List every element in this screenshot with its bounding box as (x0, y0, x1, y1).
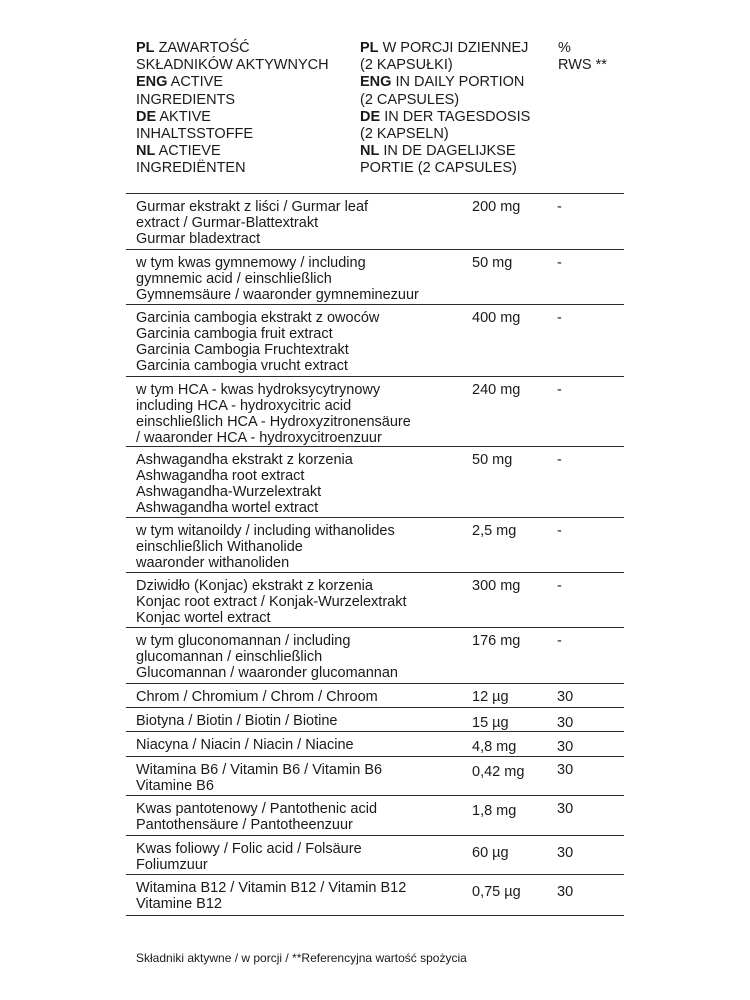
amount-per-portion: 300 mg (472, 578, 521, 594)
rws-percent: 30 (557, 715, 574, 731)
ingredient-name-line: including HCA - hydroxycitric acid (136, 398, 352, 414)
header-line (360, 74, 555, 91)
table-header (136, 40, 626, 190)
language-code: NL (136, 143, 156, 160)
header-line (136, 92, 361, 109)
amount-per-portion: 240 mg (472, 382, 521, 398)
header-text: ZAWARTOŚĆ (158, 40, 250, 56)
amount-per-portion: 15 µg (472, 715, 509, 731)
header-text: (2 CAPSULES) (360, 91, 460, 108)
header-text: INGREDIENTS (136, 91, 236, 108)
ingredient-name (136, 199, 461, 247)
table-row (126, 756, 624, 795)
ingredient-name-line: Vitamine B6 (136, 778, 214, 794)
header-line (360, 40, 555, 57)
header-text: (2 KAPSUŁKI) (360, 57, 453, 74)
rws-percent: 30 (557, 801, 574, 817)
ingredient-name (136, 713, 461, 729)
header-text: SKŁADNIKÓW AKTYWNYCH (136, 57, 329, 74)
header-text: PORTIE (2 CAPSULES) (360, 160, 517, 177)
language-code: PL (136, 40, 155, 56)
ingredient-name-line: Ashwagandha ekstrakt z korzenia (136, 452, 353, 468)
ingredient-name-line: einschließlich Withanolide (136, 539, 303, 555)
ingredient-name-line: Gurmar bladextract (136, 231, 261, 247)
table-row (126, 683, 624, 707)
table-row (126, 193, 624, 249)
ingredient-name-line: Garcinia Cambogia Fruchtextrakt (136, 342, 349, 358)
ingredient-name (136, 452, 461, 516)
ingredient-name-line: w tym kwas gymnemowy / including (136, 255, 366, 271)
header-text: RWS ** (558, 57, 607, 74)
header-text: % (558, 40, 571, 56)
table-row (126, 376, 624, 446)
ingredient-name (136, 689, 461, 705)
header-text: W PORCJI DZIENNEJ (382, 40, 529, 56)
ingredient-name-line: Biotyna / Biotin / Biotin / Biotine (136, 713, 338, 729)
language-code: PL (360, 40, 379, 56)
ingredient-name-line: / waaronder HCA - hydroxycitroenzuur (136, 430, 382, 446)
ingredient-name-line: Ashwagandha root extract (136, 468, 305, 484)
ingredient-name-line: gymnemic acid / einschließlich (136, 271, 332, 287)
rws-percent: - (557, 199, 562, 215)
header-line (136, 143, 361, 160)
table-row (126, 874, 624, 915)
rws-percent: - (557, 578, 562, 594)
row-divider (126, 915, 624, 916)
ingredient-name-line: Konjac root extract / Konjak-Wurzelextrakt (136, 594, 407, 610)
table-row (126, 835, 624, 874)
ingredient-name (136, 255, 461, 303)
amount-per-portion: 0,75 µg (472, 884, 521, 900)
language-code: NL (360, 143, 380, 160)
header-text: IN DER TAGESDOSIS (384, 108, 531, 125)
rws-percent: - (557, 523, 562, 539)
ingredient-name-line: Konjac wortel extract (136, 610, 271, 626)
header-line (136, 74, 361, 91)
ingredient-name-line: Witamina B6 / Vitamin B6 / Vitamin B6 (136, 762, 383, 778)
ingredient-name (136, 841, 461, 873)
ingredient-name-line: Witamina B12 / Vitamin B12 / Vitamin B12 (136, 880, 407, 896)
amount-per-portion: 200 mg (472, 199, 521, 215)
amount-per-portion: 4,8 mg (472, 739, 517, 755)
table-row (126, 627, 624, 683)
header-text: (2 KAPSELN) (360, 126, 449, 143)
header-text: IN DAILY PORTION (395, 74, 525, 91)
ingredient-name-line: Garcinia cambogia vrucht extract (136, 358, 348, 374)
ingredient-name (136, 801, 461, 833)
ingredient-name (136, 762, 461, 794)
header-line (360, 143, 555, 160)
ingredient-name-line: Dziwidło (Konjac) ekstrakt z korzenia (136, 578, 373, 594)
amount-per-portion: 1,8 mg (472, 803, 517, 819)
table-row (126, 707, 624, 731)
table-row (126, 731, 624, 756)
table-row (126, 795, 624, 835)
ingredient-name-line: Gurmar ekstrakt z liści / Gurmar leaf (136, 199, 369, 215)
header-line (360, 160, 555, 177)
ingredient-name-line: einschließlich HCA - Hydroxyzitronensäure (136, 414, 411, 430)
ingredient-name-line: extract / Gurmar-Blattextrakt (136, 215, 319, 231)
ingredient-name-line: waaronder withanoliden (136, 555, 290, 571)
header-line (136, 160, 361, 177)
footnote: Składniki aktywne / w porcji / **Referencyjna wartość spożycia (136, 951, 467, 965)
rws-percent: - (557, 382, 562, 398)
ingredient-name-line: Kwas foliowy / Folic acid / Folsäure (136, 841, 362, 857)
ingredient-name-line: w tym HCA - kwas hydroksycytrynowy (136, 382, 381, 398)
ingredient-name-line: Gymnemsäure / waaronder gymneminezuur (136, 287, 419, 303)
ingredient-name (136, 737, 461, 753)
ingredient-name-line: Pantothensäure / Pantotheenzuur (136, 817, 353, 833)
rws-percent: 30 (557, 739, 574, 755)
amount-per-portion: 50 mg (472, 452, 513, 468)
table-row (126, 249, 624, 304)
header-text: AKTIVE (159, 108, 211, 125)
ingredient-name-line: Ashwagandha wortel extract (136, 500, 319, 516)
language-code: DE (360, 108, 381, 125)
ingredient-name-line: Foliumzuur (136, 857, 208, 873)
header-line (360, 57, 555, 74)
ingredient-name (136, 382, 461, 446)
header-text: IN DE DAGELIJKSE (383, 143, 516, 160)
rws-percent: - (557, 310, 562, 326)
header-line (136, 126, 361, 143)
amount-per-portion: 176 mg (472, 633, 521, 649)
header-line (136, 57, 361, 74)
header-active-ingredients (136, 40, 361, 178)
table-row (126, 304, 624, 376)
amount-per-portion: 0,42 mg (472, 764, 525, 780)
header-line (360, 92, 555, 109)
amount-per-portion: 400 mg (472, 310, 521, 326)
header-line (136, 109, 361, 126)
ingredient-name (136, 523, 461, 571)
ingredient-name-line: glucomannan / einschließlich (136, 649, 323, 665)
ingredient-name-line: Niacyna / Niacin / Niacin / Niacine (136, 737, 354, 753)
ingredient-name-line: Garcinia cambogia ekstrakt z owoców (136, 310, 380, 326)
ingredient-name-line: Ashwagandha-Wurzelextrakt (136, 484, 322, 500)
header-rws-percent (558, 40, 628, 74)
language-code: ENG (360, 74, 392, 91)
header-line (360, 109, 555, 126)
language-code: ENG (136, 74, 168, 91)
amount-per-portion: 50 mg (472, 255, 513, 271)
ingredient-name-line: w tym witanoildy / including withanolides (136, 523, 395, 539)
table-row (126, 517, 624, 572)
header-daily-portion (360, 40, 555, 178)
rws-percent: 30 (557, 884, 574, 900)
ingredient-name (136, 880, 461, 912)
header-text: INGREDIËNTEN (136, 160, 246, 177)
header-text: INHALTSSTOFFE (136, 126, 254, 143)
amount-per-portion: 2,5 mg (472, 523, 517, 539)
amount-per-portion: 60 µg (472, 845, 509, 861)
ingredient-name (136, 578, 461, 626)
header-line (360, 126, 555, 143)
ingredient-name (136, 633, 461, 681)
header-line (136, 40, 361, 57)
header-text: ACTIEVE (158, 143, 221, 160)
ingredient-name-line: Chrom / Chromium / Chrom / Chroom (136, 689, 378, 705)
header-text: ACTIVE (170, 74, 224, 91)
ingredient-name-line: Garcinia cambogia fruit extract (136, 326, 333, 342)
ingredient-name-line: Glucomannan / waaronder glucomannan (136, 665, 398, 681)
ingredient-name-line: w tym gluconomannan / including (136, 633, 351, 649)
ingredient-name-line: Kwas pantotenowy / Pantothenic acid (136, 801, 378, 817)
ingredient-name (136, 310, 461, 374)
rws-percent: 30 (557, 762, 574, 778)
rws-percent: - (557, 633, 562, 649)
rws-percent: - (557, 452, 562, 468)
table-row (126, 572, 624, 627)
ingredient-name-line: Vitamine B12 (136, 896, 222, 912)
rws-percent: 30 (557, 689, 574, 705)
rws-percent: - (557, 255, 562, 271)
header-line (558, 57, 628, 74)
amount-per-portion: 12 µg (472, 689, 509, 705)
header-line (558, 40, 628, 57)
rws-percent: 30 (557, 845, 574, 861)
language-code: DE (136, 108, 157, 125)
table-row (126, 446, 624, 517)
